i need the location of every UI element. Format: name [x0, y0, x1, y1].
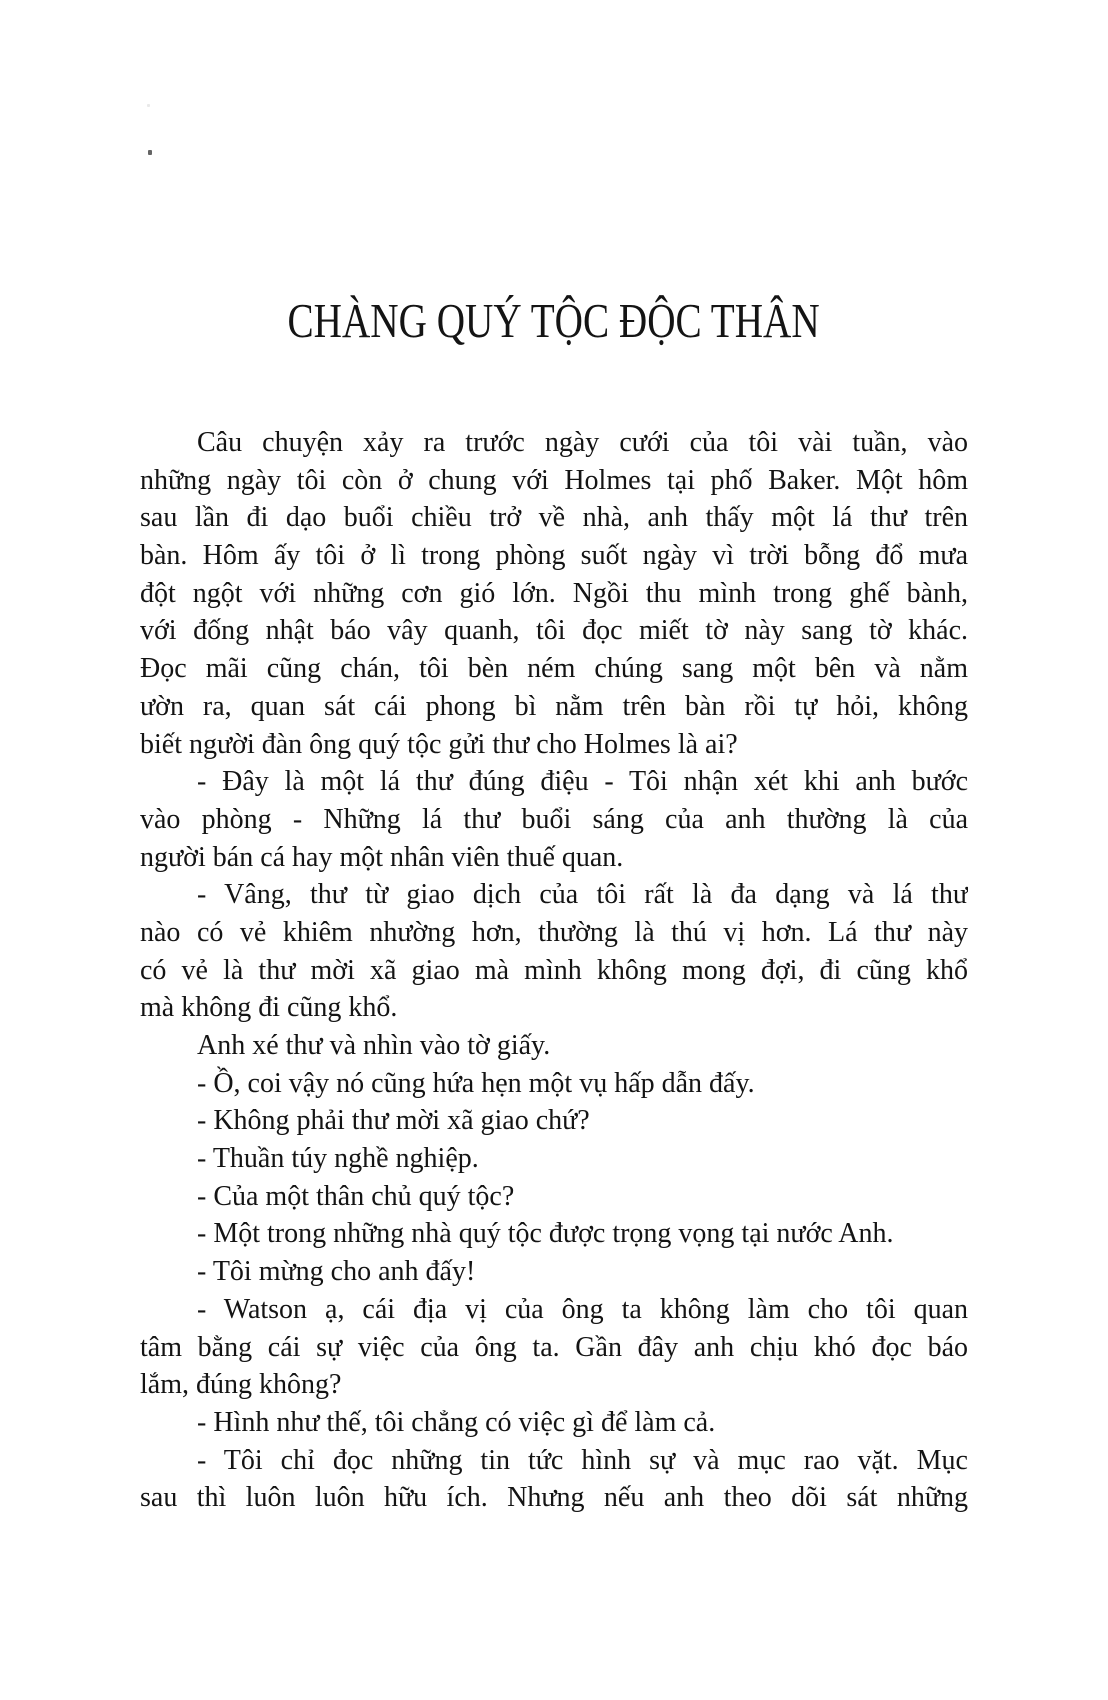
- text-line: - Ồ, coi vậy nó cũng hứa hẹn một vụ hấp dẫn đấy.: [197, 1067, 755, 1099]
- chapter-title-text: CHÀNG QUÝ TỘC ĐỘC THÂN: [287, 293, 821, 348]
- chapter-body: [140, 424, 968, 1517]
- text-line: ườn ra, quan sát cái phong bì nằm trên bàn rồi tự hỏi, không: [140, 690, 968, 722]
- text-line: sau lần đi dạo buổi chiều trở về nhà, anh thấy một lá thư trên: [140, 502, 968, 534]
- text-line: mà không đi cũng khổ.: [140, 992, 398, 1024]
- text-line: có vẻ là thư mời xã giao mà mình không mong đợi, đi cũng khổ: [140, 954, 968, 986]
- scan-speck: [147, 104, 150, 107]
- text-line: - Của một thân chủ quý tộc?: [197, 1180, 515, 1212]
- text-line: những ngày tôi còn ở chung với Holmes tại phố Baker. Một hôm: [140, 464, 968, 496]
- text-line: Câu chuyện xảy ra trước ngày cưới của tôi vài tuần, vào: [197, 427, 968, 458]
- text-line: - Đây là một lá thư đúng điệu - Tôi nhận xét khi anh bước: [197, 766, 968, 798]
- chapter-title: [0, 292, 1108, 349]
- text-line: - Không phải thư mời xã giao chứ?: [197, 1105, 590, 1137]
- text-line: bàn. Hôm ấy tôi ở lì trong phòng suốt ngày vì trời bỗng đổ mưa: [140, 540, 968, 572]
- text-line: - Tôi chỉ đọc những tin tức hình sự và mục rao vặt. Mục: [197, 1444, 968, 1476]
- text-line: tâm bằng cái sự việc của ông ta. Gần đây anh chịu khó đọc báo: [140, 1331, 968, 1363]
- text-line: sau thì luôn luôn hữu ích. Nhưng nếu anh theo dõi sát những: [140, 1482, 968, 1514]
- text-line: - Vâng, thư từ giao dịch của tôi rất là đa dạng và lá thư: [197, 879, 968, 911]
- text-line: - Watson ạ, cái địa vị của ông ta không làm cho tôi quan: [197, 1293, 968, 1325]
- text-line: Đọc mãi cũng chán, tôi bèn ném chúng sang một bên và nằm: [140, 653, 968, 685]
- text-line: vào phòng - Những lá thư buổi sáng của anh thường là của: [140, 803, 968, 835]
- text-line: người bán cá hay một nhân viên thuế quan.: [140, 841, 624, 873]
- scan-speck: [148, 150, 152, 155]
- text-line: - Tôi mừng cho anh đấy!: [197, 1256, 476, 1288]
- text-line: với đống nhật báo vây quanh, tôi đọc miết tờ này sang tờ khác.: [140, 615, 968, 647]
- text-line: biết người đàn ông quý tộc gửi thư cho Holmes là ai?: [140, 728, 738, 760]
- text-line: - Thuần túy nghề nghiệp.: [197, 1143, 479, 1175]
- text-line: đột ngột với những cơn gió lớn. Ngồi thu mình trong ghế bành,: [140, 577, 968, 609]
- text-line: - Hình như thế, tôi chẳng có việc gì để làm cả.: [197, 1406, 716, 1438]
- text-line: Anh xé thư và nhìn vào tờ giấy.: [197, 1030, 551, 1061]
- text-line: - Một trong những nhà quý tộc được trọng vọng tại nước Anh.: [197, 1218, 894, 1250]
- text-line: nào có vẻ khiêm nhường hơn, thường là thú vị hơn. Lá thư này: [140, 916, 968, 948]
- text-line: lắm, đúng không?: [140, 1369, 342, 1401]
